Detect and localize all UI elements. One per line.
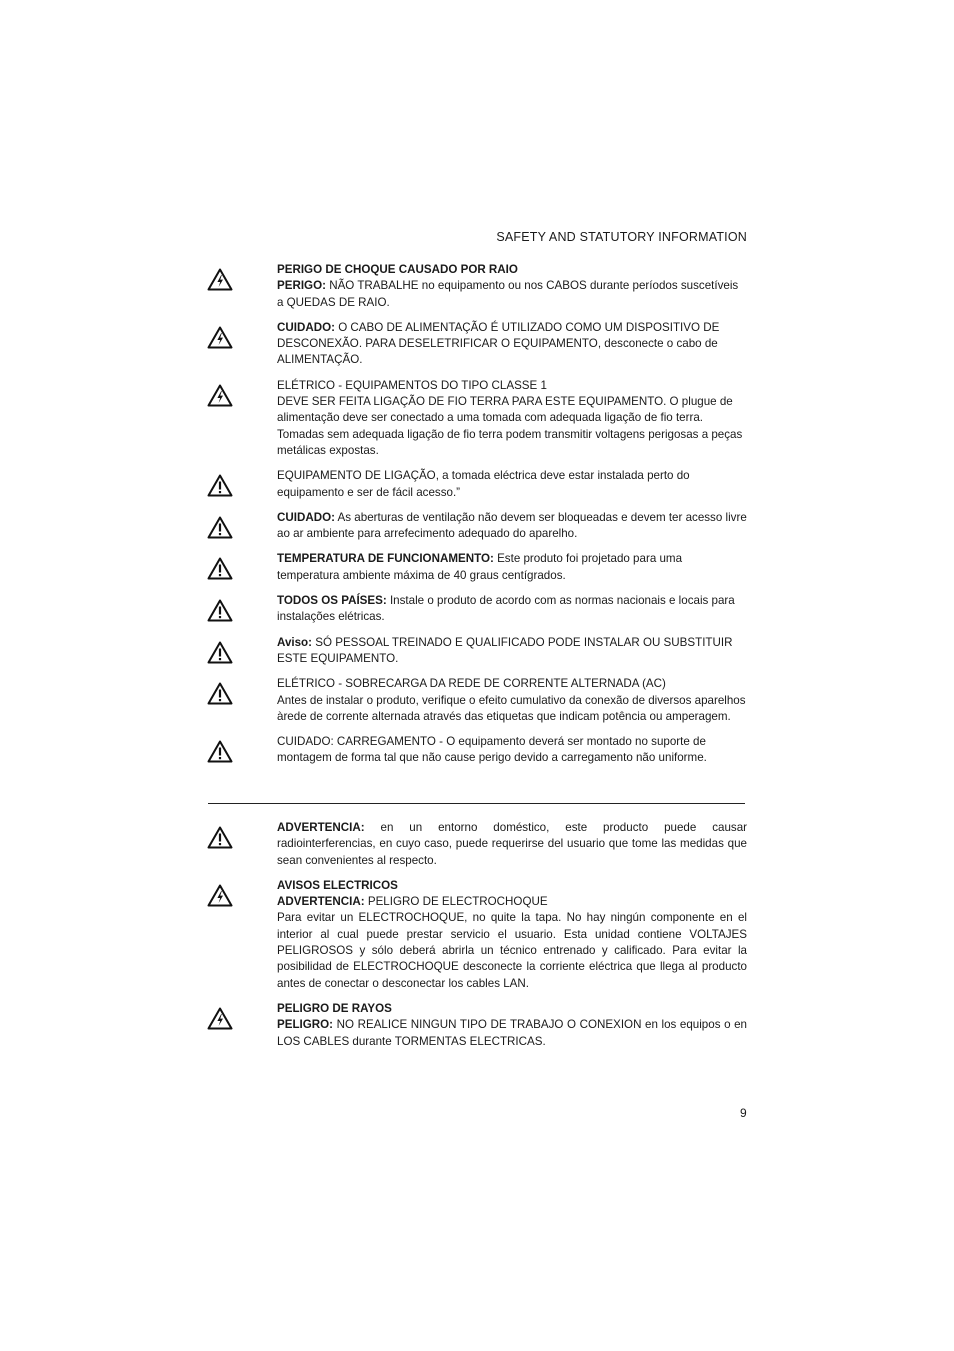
lightning-warning-icon [207,1007,233,1030]
warning-label: TEMPERATURA DE FUNCIONAMENTO: [277,552,494,566]
warning-text [277,378,747,394]
warning-body: EQUIPAMENTO DE LIGAÇÃO, a tomada eléctrica deve estar instalada perto do equipamento e ser de fácil acesso.” [277,469,690,499]
warning-body: SÓ PESSOAL TREINADO E QUALIFICADO PODE INSTALAR OU SUBSTITUIR ESTE EQUIPAMENTO. [277,635,733,665]
warning-body: NO REALICE NINGUN TIPO DE TRABAJO O CONEXION en los equipos o en LOS CABLES durante TORMENTAS ELECTRICAS. [277,1018,747,1048]
warning-text [277,394,747,459]
warning-item [207,635,747,668]
warning-label: PELIGRO: [277,1018,334,1032]
warning-body: PELIGRO DE ELECTROCHOQUE [364,895,548,909]
warning-label: Aviso: [277,635,313,649]
warning-text [277,910,747,991]
warning-item [207,1001,747,1050]
warning-body: DEVE SER FEITA LIGAÇÃO DE FIO TERRA PARA ESTE EQUIPAMENTO. O plugue de alimentação deve ser conectado a uma tomada com adequada ligação de fio terra. Tomadas sem adequada ligação de fio terra podem transmitir voltagens perigosas a peças metálicas expostas. [277,395,743,457]
warning-body: CUIDADO: CARREGAMENTO - O equipamento deverá ser montado no suporte de montagem de forma tal que não cause perigo devido a carregamento não uniforme. [277,735,707,765]
warning-item [207,262,747,311]
warning-label: CUIDADO: [277,320,335,334]
warning-text [277,1017,747,1050]
warning-text [277,820,747,869]
warning-label: CUIDADO: [277,510,335,524]
warning-text [277,693,747,726]
page-header: SAFETY AND STATUTORY INFORMATION [496,230,747,244]
warning-body: Este produto foi projetado para uma temperatura ambiente máxima de 40 graus centígrados. [277,552,683,582]
warning-item [207,551,747,584]
exclamation-warning-icon [207,826,233,849]
warning-text [277,278,747,311]
exclamation-warning-icon [207,516,233,539]
warning-text [277,551,747,584]
warning-label: PERIGO DE CHOQUE CAUSADO POR RAIO [277,263,518,276]
warning-body: NÃO TRABALHE no equipamento ou nos CABOS durante períodos suscetíveis a QUEDAS DE RAIO. [277,279,739,309]
warning-body: As aberturas de ventilação não devem ser bloqueadas e devem ter acesso livre ao ar ambiente para arrefecimento adequado do aparelho. [277,510,747,541]
portuguese-warnings [207,262,747,776]
warning-label: ADVERTENCIA: [277,895,365,909]
warning-label: PERIGO: [277,279,326,293]
warning-text [277,676,747,692]
warning-item [207,468,747,501]
warning-body: Instale o produto de acordo com as normas nacionais e locais para instalações elétricas. [277,594,735,624]
warning-item [207,593,747,626]
warning-text [277,510,747,543]
warning-text [277,262,747,278]
warning-body: Antes de instalar o produto, verifique o efeito cumulativo da conexão de diversos aparelhos àrede de corrente alternada através das etiquetas que indicam potência ou amperagem. [277,693,746,723]
warning-body: O CABO DE ALIMENTAÇÃO É UTILIZADO COMO UM DISPOSITIVO DE DESCONEXÃO. PARA DESELETRIFICAR O EQUIPAMENTO, desconecte o cabo de ALIMENTAÇÃO. [277,320,720,367]
warning-body: en un entorno doméstico, este producto puede causar radiointerferencias, en cuyo caso, puede requerirse del usuario que tome las medidas que sean convenientes al respecto. [277,821,747,867]
lightning-warning-icon [207,884,233,907]
lightning-warning-icon [207,384,233,407]
warning-text [277,734,747,767]
warning-label: TODOS OS PAÍSES: [277,594,387,608]
warning-text [277,1001,747,1017]
warning-label: PELIGRO DE RAYOS [277,1001,392,1015]
warning-item [207,320,747,369]
exclamation-warning-icon [207,682,233,705]
warning-text [277,468,747,501]
exclamation-warning-icon [207,599,233,622]
warning-body: ELÉTRICO - EQUIPAMENTOS DO TIPO CLASSE 1 [277,378,547,392]
warning-label: ADVERTENCIA: [277,821,365,834]
warning-item [207,676,747,725]
exclamation-warning-icon [207,557,233,580]
warning-body: ELÉTRICO - SOBRECARGA DA REDE DE CORRENTE ALTERNADA (AC) [277,677,666,691]
warning-text [277,593,747,626]
warning-text [277,635,747,668]
warning-item [207,510,747,543]
page-number: 9 [740,1106,747,1120]
lightning-warning-icon [207,326,233,349]
section-divider [208,803,745,804]
lightning-warning-icon [207,268,233,291]
warning-item [207,878,747,992]
warning-text [277,894,747,910]
warning-item [207,378,747,459]
warning-item [207,734,747,767]
exclamation-warning-icon [207,641,233,664]
warning-text [277,878,747,894]
warning-body: Para evitar un ELECTROCHOQUE, no quite la tapa. No hay ningún componente en el interior al cual puede prestar servicio el usuario. Esta unidad contiene VOLTAJES PELIGROSOS y sólo deberá abrirla un técnico entrenado y calificado. Para evitar la posibilidad de ELECTROCHOQUE desconecte la corriente eléctrica que llega al producto antes de conectar o desconectar los cables LAN. [277,911,747,990]
warning-text [277,320,747,369]
warning-label: AVISOS ELECTRICOS [277,878,398,892]
spanish-warnings [207,820,747,1059]
exclamation-warning-icon [207,740,233,763]
warning-item [207,820,747,869]
exclamation-warning-icon [207,474,233,497]
